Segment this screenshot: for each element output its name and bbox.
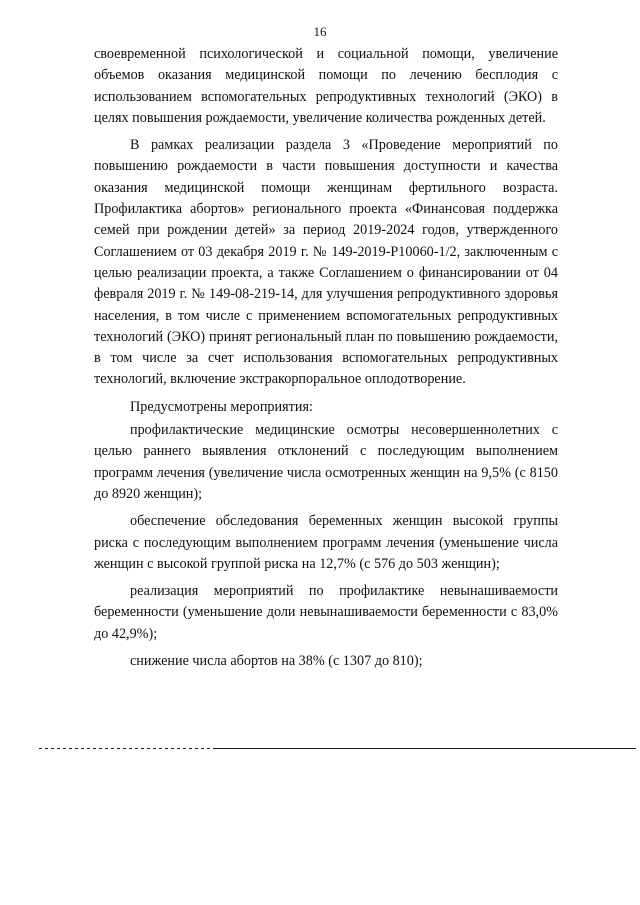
paragraph-measures-intro: Предусмотрены мероприятия:	[130, 398, 313, 415]
list-item-preventive-exams: профилактические медицинские осмотры несовершеннолетних с целью раннего выявления отклонений с последующим выполнением программ лечения (увеличение числа осмотренных женщин на 9,5% (с 8150 до 8920 женщин);	[94, 422, 558, 502]
paragraph-regional-plan: В рамках реализации раздела 3 «Проведение мероприятий по повышению рождаемости в части повышения доступности и качества оказания медицинской помощи женщинам фертильного возраста. Профилактика абортов» регионального проекта «Финансовая поддержка семей при рождении детей» за период 2019-2024 годов, утвержденного Соглашением от 03 декабря 2019 г. № 149-2019-Р10060-1/2, заключенным с целью реализации проекта, а также Соглашением о финансировании от 04 февраля 2019 г. № 149-08-219-14, для улучшения репродуктивного здоровья населения, в том числе с применением вспомогательных репродуктивных технологий (ЭКО) принят региональный план по повышению рождаемости, в том числе за счет использования вспомогательных репродуктивных технологий, включение экстракорпоральное оплодотворение.	[94, 137, 558, 388]
page-number: 16	[313, 24, 327, 39]
list-item-miscarriage-prevention: реализация мероприятий по профилактике невынашиваемости беременности (уменьшение доли невынашиваемости беременности с 83,0% до 42,9%);	[94, 583, 558, 642]
list-item-abortion-reduction: снижение числа абортов на 38% (с 1307 до 810);	[130, 653, 423, 670]
paragraph-continuation: своевременной психологической и социальной помощи, увеличение объемов оказания медицинской помощи по лечению бесплодия с использованием вспомогательных репродуктивных технологий (ЭКО) в целях повышения рождаемости, увеличение количества рожденных детей.	[94, 46, 558, 126]
document-body	[94, 44, 558, 678]
list-item-high-risk-screening: обеспечение обследования беременных женщин высокой группы риска с последующим выполнением программ лечения (уменьшение числа женщин с высокой группой риска на 12,7% (с 576 до 503 женщин);	[94, 513, 558, 572]
page-bottom-rule-dashes	[36, 748, 216, 750]
